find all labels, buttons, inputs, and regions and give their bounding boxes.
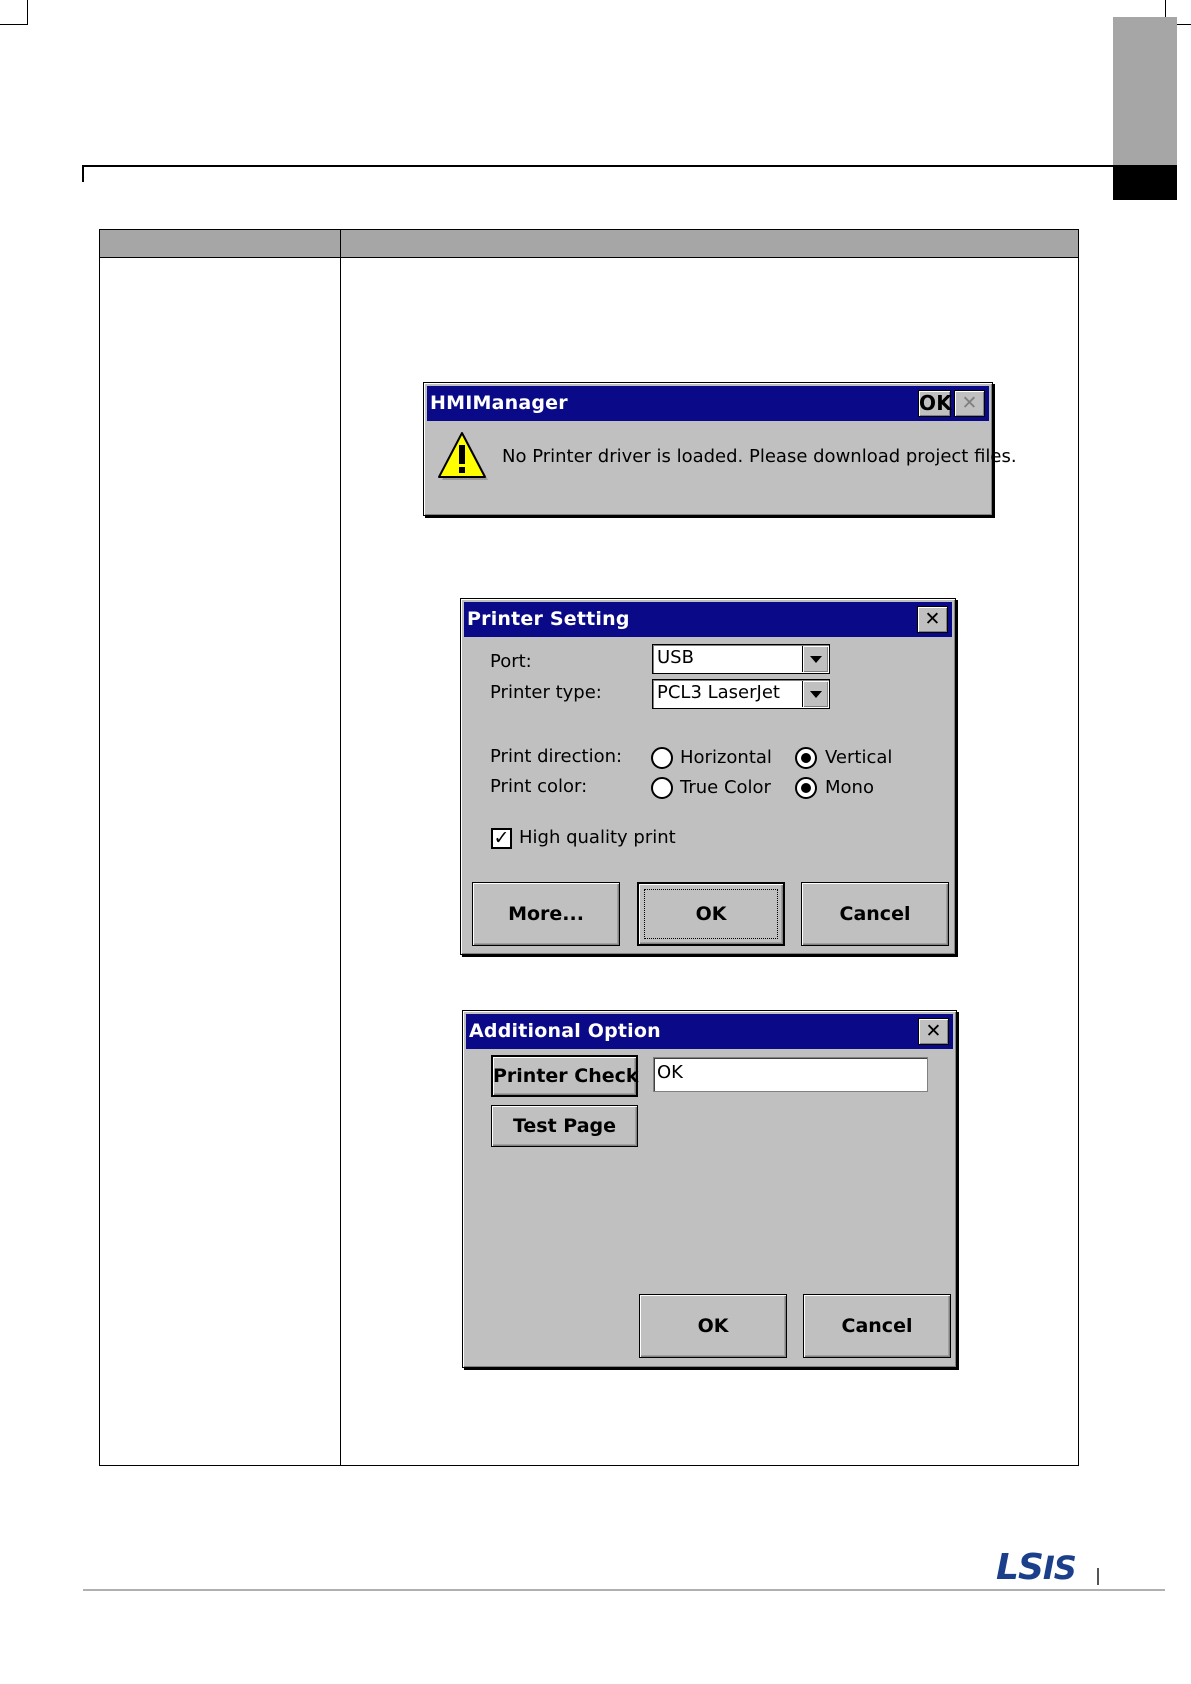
- printer-status-field[interactable]: OK: [653, 1057, 928, 1092]
- warning-icon: [437, 431, 489, 483]
- additional-option-dialog: [462, 1010, 957, 1368]
- close-icon: ✕: [925, 1020, 942, 1042]
- direction-vertical-label[interactable]: Vertical: [825, 747, 893, 768]
- header-rule-tick: [82, 165, 84, 182]
- test-page-button[interactable]: Test Page: [491, 1105, 638, 1147]
- printer-setting-cancel-button[interactable]: Cancel: [801, 882, 949, 946]
- port-select-value: USB: [657, 647, 694, 668]
- direction-horizontal-radio[interactable]: [651, 747, 673, 769]
- printer-setting-ok-label: OK: [695, 903, 727, 925]
- content-table-column-divider: [340, 229, 341, 1466]
- printer-setting-dialog: [460, 598, 956, 955]
- color-true-color-radio[interactable]: [651, 777, 673, 799]
- hmi-manager-titlebar: [427, 386, 989, 421]
- additional-option-close-button[interactable]: [918, 1018, 949, 1045]
- hmi-manager-ok-button[interactable]: OK: [919, 391, 952, 415]
- close-icon: ✕: [961, 392, 978, 414]
- chapter-tab-marker: [1113, 165, 1177, 200]
- printer-setting-titlebar: [464, 602, 952, 637]
- ls-is-logo: [996, 1548, 1076, 1588]
- chapter-tab: [1113, 17, 1177, 165]
- chevron-down-icon[interactable]: [802, 681, 828, 707]
- hmi-manager-title: HMIManager: [430, 392, 568, 414]
- additional-option-ok-button[interactable]: OK: [639, 1294, 787, 1358]
- color-mono-radio[interactable]: [795, 777, 817, 799]
- color-mono-label[interactable]: Mono: [825, 777, 874, 798]
- print-color-label: Print color:: [490, 776, 588, 797]
- footer-rule: [83, 1589, 1165, 1591]
- printer-check-button[interactable]: [491, 1055, 638, 1097]
- additional-option-title: Additional Option: [469, 1020, 661, 1042]
- high-quality-checkbox[interactable]: [491, 828, 512, 849]
- printer-setting-title: Printer Setting: [467, 608, 630, 630]
- printer-type-select[interactable]: [652, 679, 830, 709]
- printer-type-label: Printer type:: [490, 682, 602, 703]
- additional-option-titlebar: [466, 1014, 953, 1049]
- port-select[interactable]: [652, 644, 830, 674]
- printer-setting-close-button[interactable]: [917, 606, 948, 633]
- more-button[interactable]: More...: [472, 882, 620, 946]
- hmi-manager-message: No Printer driver is loaded. Please download project files.: [502, 446, 1017, 467]
- crop-mark-top-left-v: [27, 0, 28, 25]
- direction-vertical-radio[interactable]: [795, 747, 817, 769]
- chevron-down-icon[interactable]: [802, 646, 828, 672]
- hmi-manager-close-button[interactable]: [954, 390, 985, 417]
- printer-check-label: Printer Check: [493, 1065, 639, 1087]
- printer-type-select-value: PCL3 LaserJet: [657, 682, 780, 703]
- color-true-color-label[interactable]: True Color: [680, 777, 771, 798]
- logo-is-text: IS: [1042, 1549, 1076, 1587]
- additional-option-cancel-button[interactable]: Cancel: [803, 1294, 951, 1358]
- port-label: Port:: [490, 651, 532, 672]
- print-direction-label: Print direction:: [490, 746, 623, 767]
- focus-rect: [644, 889, 778, 939]
- crop-mark-top-left-h: [0, 24, 27, 25]
- direction-horizontal-label[interactable]: Horizontal: [680, 747, 772, 768]
- content-table-header-divider: [99, 257, 1079, 258]
- check-icon: ✓: [493, 827, 510, 849]
- header-rule: [82, 165, 1113, 167]
- logo-ls-text: LS: [996, 1547, 1043, 1588]
- printer-setting-ok-button[interactable]: [637, 882, 785, 946]
- content-table-header: [99, 229, 1079, 258]
- high-quality-label[interactable]: High quality print: [519, 827, 676, 848]
- close-icon: ✕: [924, 608, 941, 630]
- hmi-manager-dialog: [423, 382, 1017, 516]
- logo-divider: [1097, 1568, 1099, 1585]
